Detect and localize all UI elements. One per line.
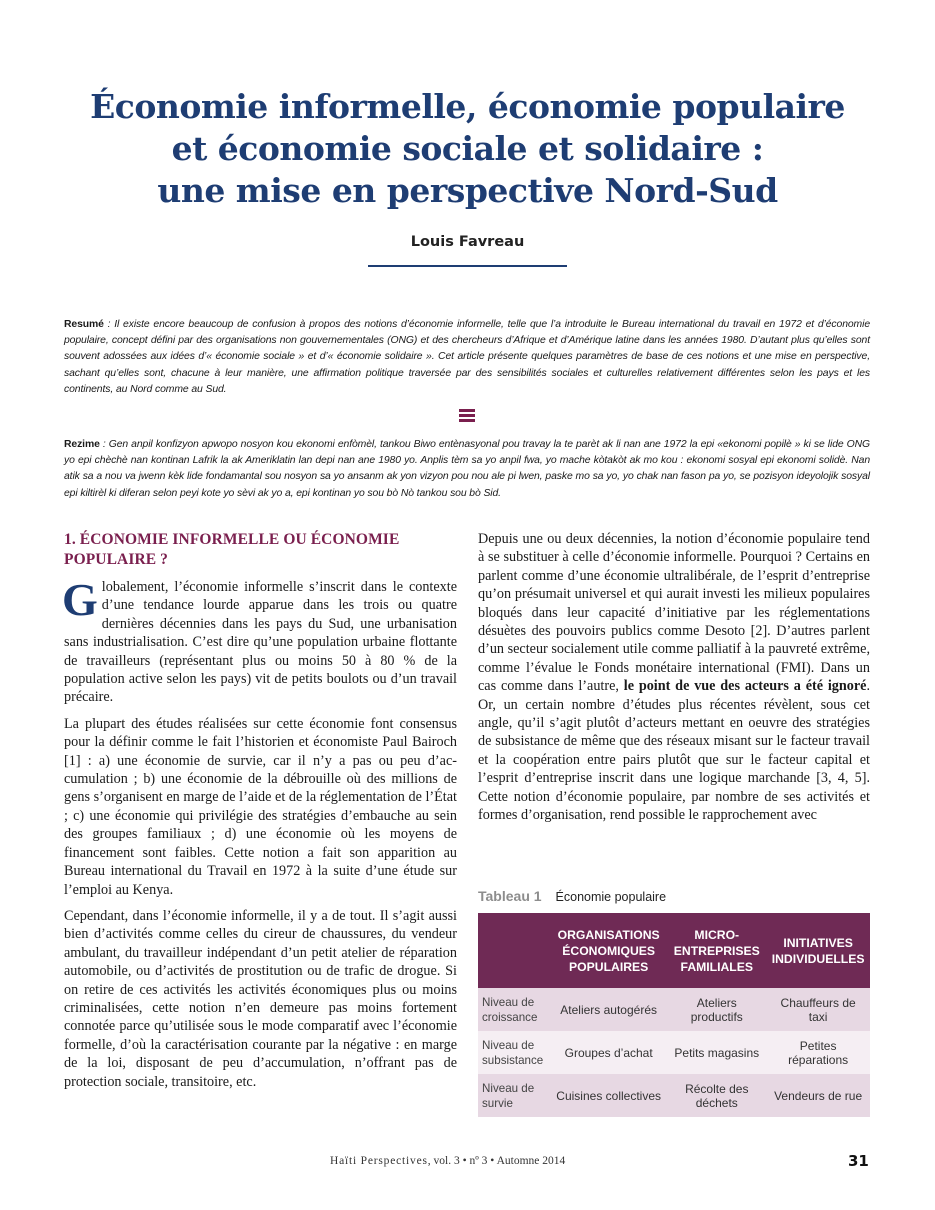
table-cell: Ateliers autogérés — [550, 988, 667, 1031]
table-row — [478, 1031, 870, 1074]
left-column — [64, 530, 457, 1099]
abstract-french-label: Resumé — [64, 319, 104, 330]
table-corner-cell — [478, 913, 550, 988]
table-row — [478, 1074, 870, 1117]
body-paragraph-4 — [478, 530, 870, 825]
table-label: Tableau 1 — [478, 888, 542, 904]
table-cell: Vendeurs de rue — [766, 1074, 870, 1117]
economy-table — [478, 913, 870, 1117]
abstract-creole — [64, 437, 870, 502]
body-paragraph-1 — [62, 574, 457, 707]
abstract-french-text: : Il existe encore beaucoup de confusion à propos des notions d’économie informelle, telle que l’a introduite le Bureau international du travail en 1972 et d’économie populaire, concept défini par des organisations non gouvernementales (ONG) et des chercheurs d’Afrique et d’Amérique latine dans les années 1980. D’autant plus qu’elles sont souvent adossées aux idées d’« économie sociale » et d’« économie solidaire ». Cet article présente quelques paramètres de base de ces notions et une mise en perspective, sachant qu’elles sont, chacune à leur manière, une affirmation politique traversée par des sensibilités sociales et culturelles relativement différentes selon les pays et les continents, au Nord comme au Sud. — [64, 319, 870, 395]
body-paragraph-3: Cependant, dans l’économie informelle, il y a de tout. Il s’agit aussi bien d’activités comme celles du cireur de chaussures, du vendeur ambulant, du travailleur indépendant d’un petit atelier de réparation automobile, ou d’activités de prostitution ou de trafic de drogue. Si on retire de ces activités les activités économiques plus ou moins criminalisées, cette notion n’en demeure pas moins fortement connotée parce qu’utilisée sous le mode comparatif avec l’économie formelle, d’où la caractérisation courante par la négative : en marge de la loi, disposant de peu d’accumulation, n’offrant pas de protection sociale, transitoire, etc. — [64, 907, 457, 1090]
author-divider — [368, 265, 567, 267]
table-row-header: Niveau de croissance — [478, 988, 550, 1031]
author-name: Louis Favreau — [410, 234, 525, 250]
table-cell: Groupes d’achat — [550, 1031, 667, 1074]
article-title — [60, 86, 875, 212]
body-paragraph-2: La plupart des études réalisées sur cette économie font consensus pour la définir comme le fait l’historien et économiste Paul Bairoch [1] : a) une économie de survie, car il n’y a pas ou peu d’accumulation ; b) une économie de la débrouille où des millions de gens s’organisent en marge de l’aide et de la réglementation de l’État ; c) une économie qui privilégie des stratégies d’embauche au sein des groupes familiaux ; d) une économie où les moyens de financement sont faibles. Cette notion a fait son apparition au Bureau international du Travail en 1972 à la suite d’une étude sur l’emploi au Kenya. — [64, 715, 457, 898]
separator-bars-icon — [459, 409, 475, 425]
right-column — [478, 530, 870, 833]
abstract-french — [64, 317, 870, 398]
table-header-cell: MICRO-ENTREPRISES FAMILIALES — [667, 913, 766, 988]
issue-info: , vol. 3 • nº 3 • Automne 2014 — [427, 1155, 566, 1167]
page-footer — [330, 1155, 565, 1167]
page-number: 31 — [848, 1152, 869, 1170]
table-cell: Cuisines collectives — [550, 1074, 667, 1117]
table-header-cell: INITIATIVES INDIVIDUELLES — [766, 913, 870, 988]
table-row-header: Niveau de subsistance — [478, 1031, 550, 1074]
table-cell: Ateliers productifs — [667, 988, 766, 1031]
body-paragraph-4-end: . Or, un certain nombre d’études plus récentes révèlent, sous cet angle, qu’il s’agit plutôt d’acteurs mettant en oeuvre des stratégies de subsistance de même que des réseaux misant sur le facteur travail et la coopération entre pairs plutôt que sur le facteur capital et l’esprit d’entreprise inscrit dans une logique marchande [3, 4, 5]. Cette notion d’économie populaire, par nombre de ses activités et formes d’organisation, rend possible le rapprochement avec — [478, 678, 870, 824]
section-heading: 1. ÉCONOMIE INFORMELLE OU ÉCONOMIE POPULAIRE ? — [64, 531, 400, 568]
table-title: Économie populaire — [555, 890, 667, 904]
journal-name: Haïti Perspectives — [330, 1155, 428, 1167]
emphasis-text: le point de vue des acteurs a été ignoré — [623, 678, 867, 695]
drop-cap: G — [62, 574, 98, 625]
abstract-creole-text: : Gen anpil konfizyon apwopo nosyon kou ekonomi enfòmèl, tankou Biwo entènasyonal pou travay la te parèt ak li nan ane 1972 la epi «ekonomi popilè » ki se lide ONG yo epi chèchè nan kontinan Lafrik la ak Ameriklatin lan depi nan ane 1980 yo. Anplis tèm sa yo anpil fwa, yo mache kòtakòt ak mo kou : ekonomi sosyal epi ekonomi solidè. Nan atik sa a nou va jwenn kèk lide fondamantal sou nosyon sa yo ansanm ak yon vizyon pou nou ale pi lwen, paske mo sa yo, yo chak nan fason pa yo, se pozisyon ideyolojik sosyal epi kiltirèl ki diferan selon peyi kote yo sèvi ak yo a, epi kontinan yo sou bò Nò tankou sou bò Sid. — [64, 439, 870, 499]
title-line-1: Économie informelle, économie populaire — [90, 87, 845, 126]
table-header-row — [478, 913, 870, 988]
table-cell: Petites réparations — [766, 1031, 870, 1074]
table-row — [478, 988, 870, 1031]
title-line-3: une mise en perspective Nord-Sud — [157, 171, 778, 210]
table-cell: Récolte des déchets — [667, 1074, 766, 1117]
title-line-2: et économie sociale et solidaire : — [171, 129, 764, 168]
table-header-cell: ORGANISATIONS ÉCONOMIQUES POPULAIRES — [550, 913, 667, 988]
table-cell: Chauffeurs de taxi — [766, 988, 870, 1031]
body-paragraph-4-start: Depuis une ou deux décennies, la notion d’économie populaire tend à se substituer à celle d’économie informelle. Pourquoi ? Certains en parlent comme d’une économie ultralibérale, de l’esprit d’entreprise qu’on présumait universel et qui aurait investi les milieux populaires bloqués dans leur capacité d’initiative par les réglementations désuètes des pouvoirs publics comme Desoto [2]. D’autres parlent d’un secteur socialement utile comme palliatif à la pauvreté extrême, comme l’évalue le Fonds monétaire international (FMI). Dans un cas comme dans l’autre, — [478, 531, 870, 695]
body-paragraph-1-text: lobalement, l’économie informelle s’inscrit dans le contexte d’une tendance lourde apparue dans les trois ou quatre dernières décennies dans les pays du Sud, une urbanisation sans industrialisation. C’est dire qu’une population urbaine flottante de travailleurs (représentant plus ou moins 50 à 80 % de la population active selon les pays) vit de petits boulots ou d’un travail précaire. — [64, 579, 457, 706]
abstract-creole-label: Rezime — [64, 439, 100, 450]
table-cell: Petits magasins — [667, 1031, 766, 1074]
table-row-header: Niveau de survie — [478, 1074, 550, 1117]
table-caption — [478, 888, 666, 906]
